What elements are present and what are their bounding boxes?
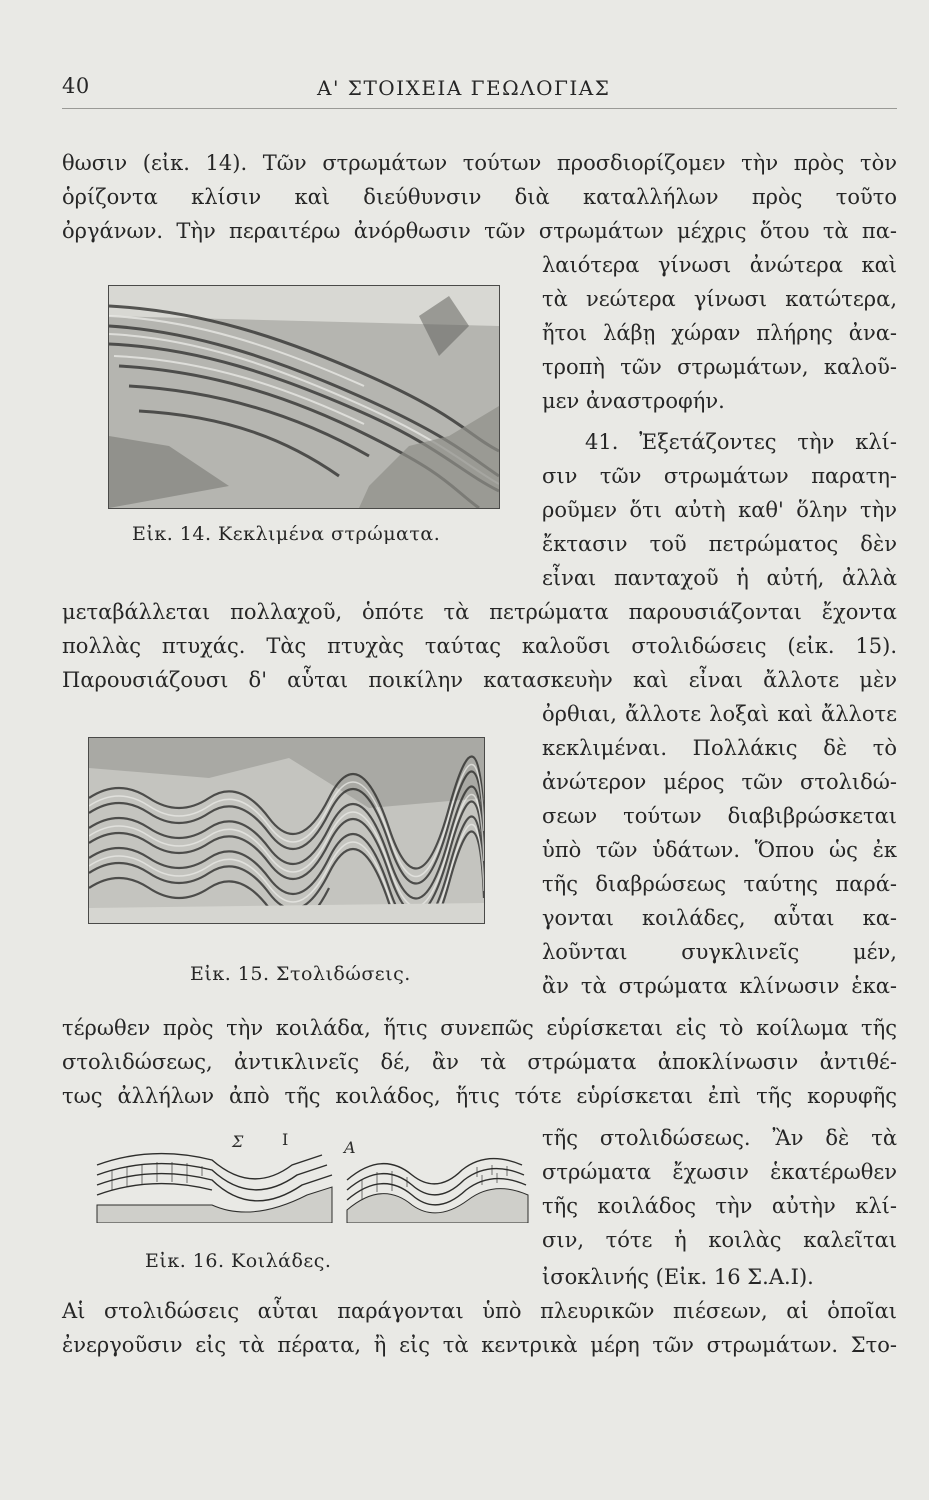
figure-16-caption: Εἰκ. 16. Κοιλάδες. [145, 1250, 332, 1272]
text-line: ὀργάνων. Τὴν περαιτέρω ἀνόρθωσιν τῶν στρωμάτων μέχρις ὅτου τὰ πα- [62, 219, 897, 243]
label-anticline: Α [344, 1138, 356, 1157]
text-line: ροῦμεν ὅτι αὐτὴ καθ' ὅλην τὴν [542, 498, 897, 522]
text-line: τῆς στολιδώσεως. Ἂν δὲ τὰ [542, 1126, 897, 1150]
page-header [62, 68, 897, 109]
text-line: λοῦνται συγκλινεῖς μέν, [542, 940, 897, 964]
figure-14-caption: Εἰκ. 14. Κεκλιμένα στρώματα. [132, 523, 441, 545]
text-line: Παρουσιάζουσι δ' αὗται ποικίλην κατασκευὴν καὶ εἶναι ἄλλοτε μὲν [62, 668, 897, 692]
page-number: 40 [62, 74, 90, 98]
text-line: ὑπὸ τῶν ὑδάτων. Ὅπου ὡς ἐκ [542, 838, 897, 862]
text-line: μεν ἀναστροφήν. [542, 389, 725, 413]
text-line: τέρωθεν πρὸς τὴν κοιλάδα, ἥτις συνεπῶς εὑρίσκεται εἰς τὸ κοίλωμα τῆς [62, 1016, 897, 1040]
text-line: ὁρίζοντα κλίσιν καὶ διεύθυνσιν διὰ καταλλήλων πρὸς τοῦτο [62, 185, 897, 209]
figure-inclined-strata [108, 285, 500, 509]
text-line: τῆς κοιλάδος τὴν αὐτὴν κλί- [542, 1194, 897, 1218]
text-line: ἤτοι λάβῃ χώραν πλήρης ἀνα- [542, 321, 897, 345]
text-line: τὰ νεώτερα γίνωσι κατώτερα, [542, 287, 897, 311]
text-line: εἶναι πανταχοῦ ἡ αὐτή, ἀλλὰ [542, 566, 897, 590]
text-line: τως ἀλλήλων ἀπὸ τῆς κοιλάδος, ἥτις τότε εὑρίσκεται ἐπὶ τῆς κορυφῆς [62, 1084, 897, 1108]
text-line: ἀνώτερον μέρος τῶν στολιδώ- [542, 770, 897, 794]
text-line: ὀρθιαι, ἄλλοτε λοξαὶ καὶ ἄλλοτε [542, 702, 897, 726]
label-isocline: Ι [282, 1130, 289, 1149]
text-line: σιν τῶν στρωμάτων παρατη- [542, 464, 897, 488]
text-line: γονται κοιλάδες, αὗται κα- [542, 906, 897, 930]
text-line: μεταβάλλεται πολλαχοῦ, ὁπότε τὰ πετρώματα παρουσιάζονται ἔχοντα [62, 600, 897, 624]
text-line: τροπὴ τῶν στρωμάτων, καλοῦ- [542, 355, 897, 379]
text-line: Αἱ στολιδώσεις αὗται παράγονται ὑπὸ πλευρικῶν πιέσεων, αἱ ὁποῖαι [62, 1299, 897, 1323]
text-line: σεων τούτων διαβιβρώσκεται [542, 804, 897, 828]
text-line: τῆς διαβρώσεως ταύτης παρά- [542, 872, 897, 896]
text-line: θωσιν (εἰκ. 14). Τῶν στρωμάτων τούτων προσδιορίζομεν τὴν πρὸς τὸν [62, 151, 897, 175]
text-line: στολιδώσεως, ἀντικλινεῖς δέ, ἂν τὰ στρώματα ἀποκλίνωσιν ἀντιθέ- [62, 1050, 897, 1074]
running-head: Α' ΣΤΟΙΧΕΙΑ ΓΕΩΛΟΓΙΑΣ [317, 76, 611, 100]
text-line: ἂν τὰ στρώματα κλίνωσιν ἑκα- [542, 974, 897, 998]
text-line: στρώματα ἔχωσιν ἑκατέρωθεν [542, 1160, 897, 1184]
text-line: λαιότερα γίνωσι ἀνώτερα καὶ [542, 253, 897, 277]
text-line: πολλὰς πτυχάς. Τὰς πτυχὰς ταύτας καλοῦσι στολιδώσεις (εἰκ. 15). [62, 634, 897, 658]
text-line: ἐνεργοῦσιν εἰς τὰ πέρατα, ἢ εἰς τὰ κεντρικὰ μέρη τῶν στρωμάτων. Στο- [62, 1333, 897, 1357]
text-line: 41. Ἐξετάζοντες τὴν κλί- [585, 430, 897, 454]
text-line: κεκλιμέναι. Πολλάκις δὲ τὸ [542, 736, 897, 760]
text-line: σιν, τότε ἡ κοιλὰς καλεῖται [542, 1228, 897, 1252]
figure-15-caption: Εἰκ. 15. Στολιδώσεις. [190, 963, 411, 985]
text-line: ἔκτασιν τοῦ πετρώματος δὲν [542, 532, 897, 556]
label-syncline: Σ [232, 1132, 244, 1151]
text-line: ἰσοκλινής (Εἰκ. 16 Σ.Α.Ι). [542, 1265, 814, 1289]
figure-folds [88, 737, 485, 924]
figure-valleys-diagram [92, 1125, 530, 1223]
